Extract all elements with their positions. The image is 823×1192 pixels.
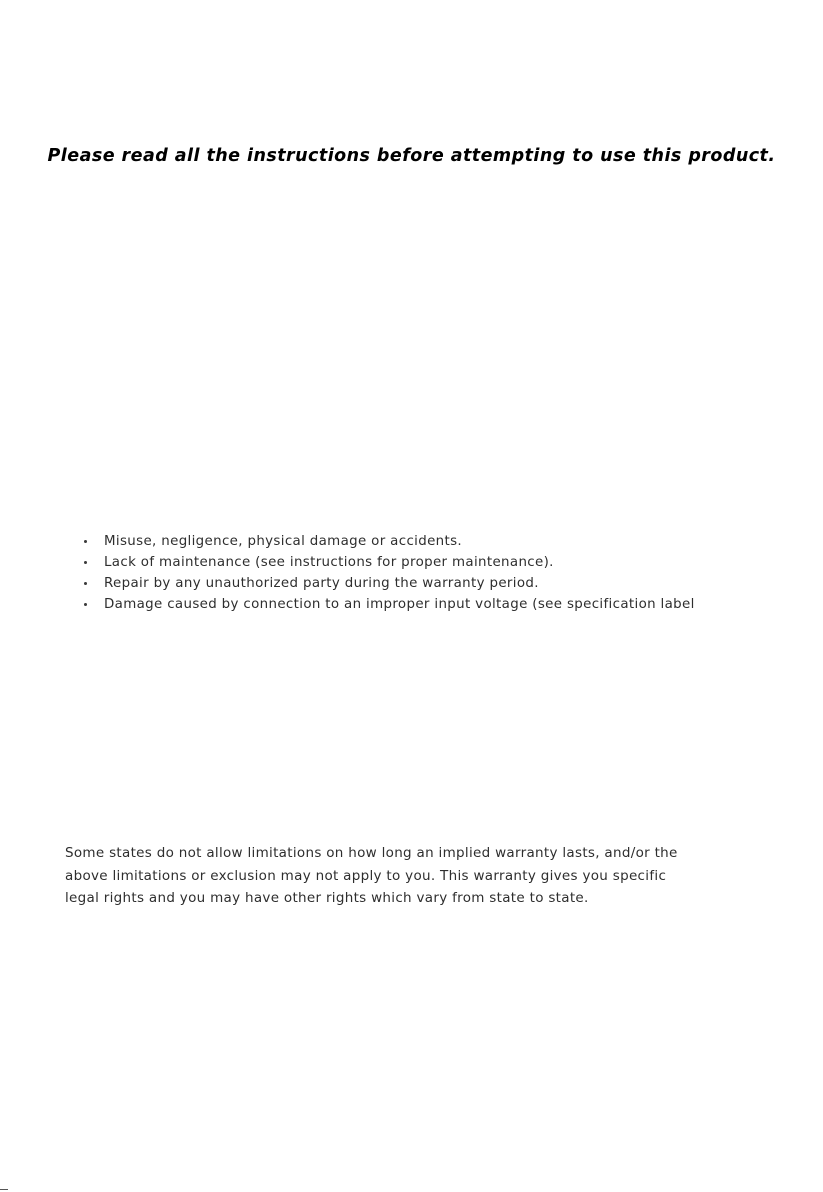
list-item-text: Repair by any unauthorized party during the warranty period.: [104, 576, 539, 591]
page-corner-mark: [0, 1189, 8, 1190]
list-item: [81, 552, 823, 573]
list-item: [81, 573, 823, 594]
list-item-text: Damage caused by connection to an improper input voltage (see specification label: [104, 597, 695, 612]
instructions-notice: Please read all the instructions before attempting to use this product.: [47, 146, 776, 166]
warranty-exclusions-list: [81, 531, 823, 615]
disclaimer-line: legal rights and you may have other rights which vary from state to state.: [65, 890, 589, 906]
bullet-icon: [84, 561, 87, 564]
list-item: [81, 594, 823, 615]
bullet-icon: [84, 582, 87, 585]
list-item-text: Lack of maintenance (see instructions for proper maintenance).: [104, 555, 554, 570]
disclaimer-line: above limitations or exclusion may not apply to you. This warranty gives you specific: [65, 867, 667, 884]
bullet-icon: [84, 540, 87, 543]
list-item: [81, 531, 823, 552]
state-rights-disclaimer: [65, 842, 810, 910]
bullet-icon: [84, 603, 87, 606]
disclaimer-line: Some states do not allow limitations on how long an implied warranty lasts, and/or the: [65, 845, 678, 861]
list-item-text: Misuse, negligence, physical damage or accidents.: [104, 534, 463, 549]
